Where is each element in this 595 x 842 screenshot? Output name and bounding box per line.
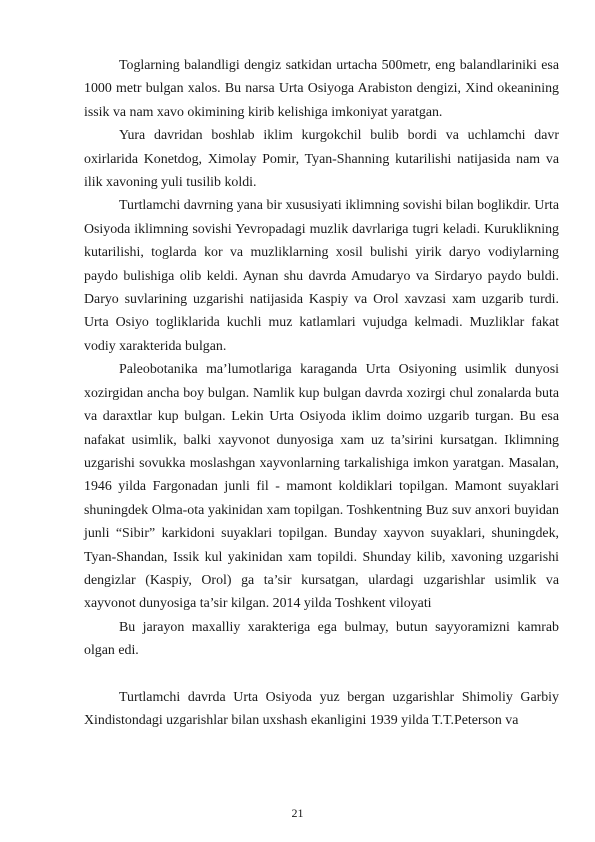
paragraph-global-process: Bu jarayon maxalliy xarakteriga ega bulmay, butun sayyoramizni kamrab olgan edi.	[84, 619, 559, 659]
page-body	[84, 54, 559, 732]
paragraph-paleobotany: Paleobotanika ma’lumotlariga karaganda Urta Osiyoning usimlik dunyosi xozirgidan ancha boy bulgan. Namlik kup bulgan davrda xozirgi chul zonalarda buta va daraxtlar kup bulgan. Lekin Urta Osiyoda iklim doimo uzgarib turgan. Bu esa nafakat usimlik, balki xayvonot dunyosiga xam uz ta’sirini kursatgan. Iklimning uzgarishi sovukka moslashgan xayvonlarning tarkalishiga imkon yaratgan. Masalan, 1946 yilda Fargonadan junli fil - mamont koldiklari topilgan. Mamont suyaklari shuningdek Olma-ota yakinidan xam topilgan. Toshkentning Buz suv anxori buyidan junli “Sibir” karkidoni suyaklari topilgan. Bunday xayvon suyaklari, shuningdek, Tyan-Shandan, Issik kul yakinidan xam topildi. Shunday kilib, xavoning uzgarishi dengizlar (Kaspiy, Orol) ga ta’sir kursatgan, ulardagi uzgarishlar usimlik va xayvonot dunyosiga ta’sir kilgan. 2014 yilda Toshkent viloyati	[84, 362, 559, 612]
paragraph-quaternary-cooling: Turtlamchi davrning yana bir xususiyati iklimning sovishi bilan boglikdir. Urta Osiyoda iklimning sovishi Yevropadagi muzlik davrlariga tugri keladi. Kuruklikning kutarilishi, toglarda kor va muzliklarning xosil bulishi yirik daryo vodiylarning paydo bulishiga olib keldi. Aynan shu davrda Amudaryo va Sirdaryo paydo buldi. Daryo suvlarining uzgarishi natijasida Kaspiy va Orol xavzasi xam uzgarib turdi. Urta Osiyo togliklarida kuchli muz katlamlari vujudga kelmadi. Muzliklar fakat vodiy xarakterida bulgan.	[84, 198, 559, 354]
paragraph-jurassic-climate: Yura davridan boshlab iklim kurgokchil bulib bordi va uchlamchi davr oxirlarida Konetdog, Ximolay Pomir, Tyan-Shanning kutarilishi natijasida nam va ilik xavoning yuli tusilib koldi.	[84, 128, 559, 191]
paragraph-mountain-heights: Toglarning balandligi dengiz satkidan urtacha 500metr, eng balandlariniki esa 1000 metr bulgan xalos. Bu narsa Urta Osiyoga Arabiston dengizi, Xind okeanining issik va nam xavo okimining kirib kelishiga imkoniyat yaratgan.	[84, 58, 559, 120]
page-number: 21	[291, 806, 304, 820]
paragraph-gap	[84, 663, 559, 686]
paragraph-india-comparison: Turtlamchi davrda Urta Osiyoda yuz bergan uzgarishlar Shimoliy Garbiy Xindistondagi uzgarishlar bilan uxshash ekanligini 1939 yilda T.T.Peterson va	[84, 689, 559, 728]
